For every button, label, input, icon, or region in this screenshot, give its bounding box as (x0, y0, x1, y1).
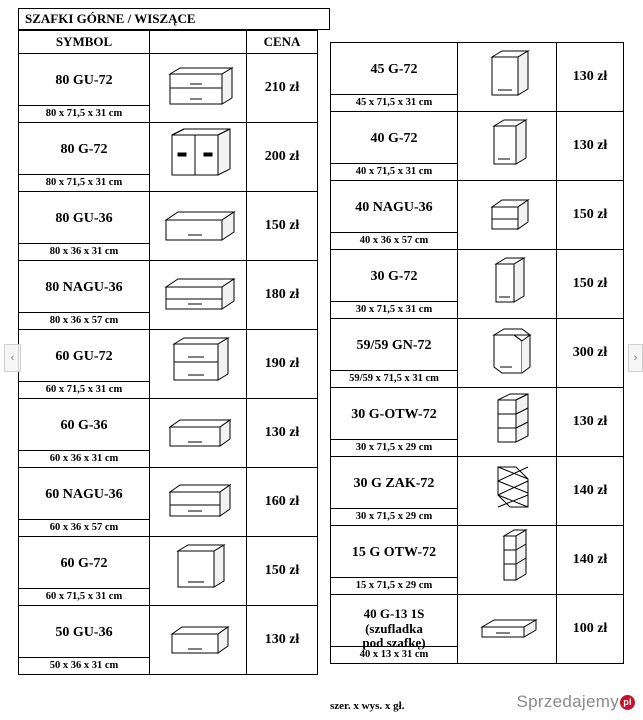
symbol-label: 60 NAGU-36 (45, 487, 123, 503)
cabinet-narrow-tall-icon (458, 112, 557, 181)
price-label: 160 zł (247, 468, 318, 537)
symbol-label: 30 G-OTW-72 (351, 407, 437, 423)
header-price: CENA (247, 31, 318, 54)
symbol-label: 60 GU-72 (55, 349, 113, 365)
dimension-label: 30 x 71,5 x 29 cm (331, 439, 457, 454)
table-row (19, 54, 318, 123)
symbol-cell (19, 261, 150, 330)
prev-image-button[interactable]: ‹ (4, 344, 21, 372)
cabinet-liftup-short-icon (150, 192, 247, 261)
table-row (19, 123, 318, 192)
cabinet-corner-icon (458, 319, 557, 388)
cabinet-angled-shelves-icon (458, 457, 557, 526)
symbol-cell (19, 606, 150, 675)
dimension-label: 80 x 71,5 x 31 cm (19, 105, 149, 120)
dimension-label: 59/59 x 71,5 x 31 cm (331, 370, 457, 385)
symbol-cell (19, 123, 150, 192)
price-label: 130 zł (247, 606, 318, 675)
dimension-label: 30 x 71,5 x 29 cm (331, 508, 457, 523)
header-symbol: SYMBOL (19, 31, 150, 54)
symbol-cell (19, 330, 150, 399)
symbol-label: 50 GU-36 (55, 625, 113, 641)
symbol-label: 80 GU-72 (55, 73, 113, 89)
footnote: szer. x wys. x gł. (330, 700, 405, 712)
symbol-label: 60 G-36 (60, 418, 108, 434)
symbol-label: 30 G-72 (370, 269, 418, 285)
table-row (19, 192, 318, 261)
watermark-badge: pl (620, 695, 635, 710)
right-price-table (330, 42, 624, 664)
dimension-label: 40 x 36 x 57 cm (331, 232, 457, 247)
dimension-label: 30 x 71,5 x 31 cm (331, 301, 457, 316)
dimension-label: 50 x 36 x 31 cm (19, 657, 149, 672)
symbol-cell (331, 526, 458, 595)
symbol-label: 30 G ZAK-72 (353, 476, 435, 492)
dimension-label: 40 x 71,5 x 31 cm (331, 163, 457, 178)
cabinet-liftup-short-icon (150, 606, 247, 675)
table-row (331, 181, 624, 250)
symbol-label-line2: (szufladka (365, 620, 423, 636)
left-price-table (18, 30, 318, 675)
drawer-under-cabinet-icon (458, 595, 557, 664)
cabinet-2door-open-icon (150, 123, 247, 192)
symbol-label: 15 G OTW-72 (351, 545, 437, 561)
cabinet-1door-short-icon (150, 399, 247, 468)
price-label: 140 zł (557, 457, 624, 526)
price-label: 180 zł (247, 261, 318, 330)
cabinet-narrow-tall-icon (458, 250, 557, 319)
price-label: 130 zł (557, 388, 624, 457)
dimension-label: 60 x 71,5 x 31 cm (19, 588, 149, 603)
dimension-label: 60 x 36 x 31 cm (19, 450, 149, 465)
price-label: 300 zł (557, 319, 624, 388)
price-label: 100 zł (557, 595, 624, 664)
price-label: 150 zł (247, 537, 318, 606)
table-row (331, 250, 624, 319)
table-row (19, 399, 318, 468)
cabinet-hood-icon (150, 261, 247, 330)
symbol-label: 80 G-72 (60, 142, 108, 158)
symbol-label: 80 NAGU-36 (45, 280, 123, 296)
symbol-cell (331, 181, 458, 250)
price-label: 150 zł (557, 250, 624, 319)
symbol-label: 40 G-72 (370, 131, 418, 147)
table-row (331, 457, 624, 526)
price-label: 190 zł (247, 330, 318, 399)
symbol-cell (331, 43, 458, 112)
cabinet-hood-narrow-icon (458, 181, 557, 250)
price-label: 130 zł (557, 43, 624, 112)
table-row (331, 112, 624, 181)
symbol-label: 80 GU-36 (55, 211, 113, 227)
price-label: 150 zł (247, 192, 318, 261)
next-image-button[interactable]: › (628, 344, 643, 372)
dimension-label: 45 x 71,5 x 31 cm (331, 94, 457, 109)
dimension-label: 15 x 71,5 x 29 cm (331, 577, 457, 592)
symbol-cell (19, 399, 150, 468)
symbol-cell (331, 457, 458, 526)
symbol-label: 59/59 GN-72 (356, 338, 432, 354)
symbol-cell (331, 595, 458, 664)
cabinet-narrow-tall-icon (458, 43, 557, 112)
symbol-label-line3: pod szafkę) (362, 635, 426, 651)
table-row (331, 388, 624, 457)
header-image (150, 31, 247, 54)
symbol-cell (19, 468, 150, 537)
cabinet-hood-icon (150, 468, 247, 537)
symbol-label: 40 NAGU-36 (355, 200, 433, 216)
symbol-label: 60 G-72 (60, 556, 108, 572)
symbol-cell (331, 250, 458, 319)
dimension-label: 60 x 71,5 x 31 cm (19, 381, 149, 396)
dimension-label: 80 x 36 x 31 cm (19, 243, 149, 258)
price-label: 210 zł (247, 54, 318, 123)
table-row (331, 595, 624, 664)
dimension-label: 80 x 36 x 57 cm (19, 312, 149, 327)
table-row (19, 537, 318, 606)
price-label: 130 zł (247, 399, 318, 468)
symbol-cell (19, 54, 150, 123)
symbol-cell (19, 192, 150, 261)
table-row (19, 330, 318, 399)
table-row (19, 468, 318, 537)
symbol-label: 40 G-13 1S (363, 605, 425, 621)
price-label: 140 zł (557, 526, 624, 595)
table-row (19, 261, 318, 330)
symbol-label: 45 G-72 (370, 62, 418, 78)
table-row (331, 526, 624, 595)
dimension-label: 60 x 36 x 57 cm (19, 519, 149, 534)
price-label: 150 zł (557, 181, 624, 250)
table-row (331, 43, 624, 112)
symbol-cell (331, 112, 458, 181)
dimension-label: 80 x 71,5 x 31 cm (19, 174, 149, 189)
watermark (516, 692, 635, 712)
cabinet-2door-tall-icon (150, 330, 247, 399)
table-header-row (19, 31, 318, 54)
dimension-label: 40 x 13 x 31 cm (331, 646, 457, 661)
watermark-text: Sprzedajemy (516, 692, 619, 711)
symbol-cell (331, 319, 458, 388)
cabinet-1door-tall-icon (150, 537, 247, 606)
symbol-cell (19, 537, 150, 606)
price-label: 130 zł (557, 112, 624, 181)
table-row (331, 319, 624, 388)
cabinet-slim-open-icon (458, 526, 557, 595)
page-title: SZAFKI GÓRNE / WISZĄCE (18, 8, 330, 30)
table-row (19, 606, 318, 675)
symbol-cell (331, 388, 458, 457)
cabinet-2door-wide-icon (150, 54, 247, 123)
price-label: 200 zł (247, 123, 318, 192)
cabinet-open-shelves-icon (458, 388, 557, 457)
